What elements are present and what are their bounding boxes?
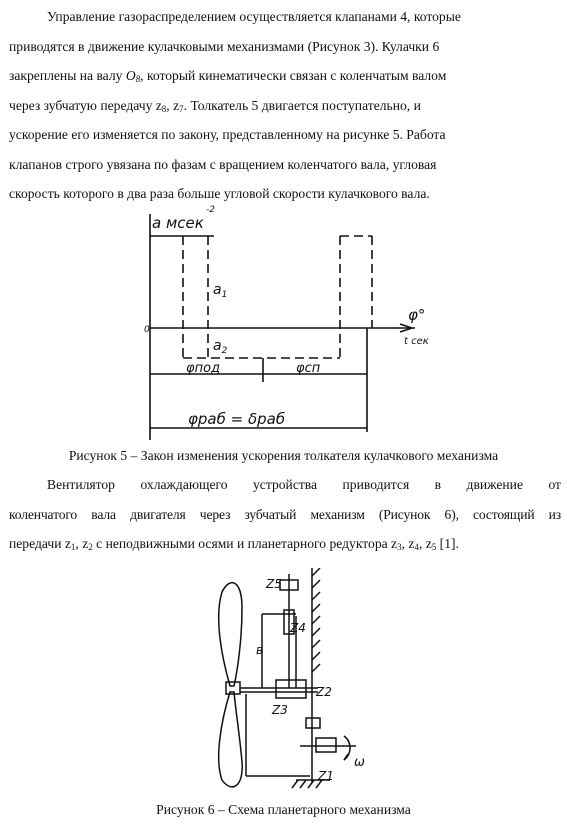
p1-line-3: закреплены на валу $O_8$, который кинематически связан с коленчатым валом xyxy=(9,68,447,84)
a1-label: $a_1$ xyxy=(213,282,228,300)
origin-label: 0 xyxy=(144,325,150,335)
a2-label: $a_2$ xyxy=(213,338,228,356)
label-z1: Z1 xyxy=(318,769,334,783)
p1-line-5: ускорение его изменяется по закону, представленному на рисунке 5. Работа xyxy=(9,127,446,142)
phi-axis-label: φ° xyxy=(408,306,426,324)
fan-blade-bottom xyxy=(219,692,243,787)
paragraph-1 xyxy=(9,2,561,209)
p1-line-6: клапанов строго увязана по фазам с вращением коленчатого вала, угловая xyxy=(9,156,437,172)
gear-z2 xyxy=(306,718,320,728)
p2-line-3: передачи $z_1$, $z_2$ с неподвижными осями и планетарного редуктора $z_3$, $z_4$, $z_5$ [1]. xyxy=(9,536,459,552)
label-omega: ω xyxy=(354,755,365,770)
label-carrier: в xyxy=(256,643,264,657)
figure-6-planetary-scheme xyxy=(0,568,567,793)
phi-pod-label: φпод xyxy=(186,361,221,376)
paragraph-2 xyxy=(9,470,561,559)
p2-line-2: коленчатого вала двигателя через зубчатый механизм (Рисунок 6), состоящий из xyxy=(9,506,561,522)
fan-blade-top xyxy=(219,583,242,686)
p1-line-4: через зубчатую передачу $z_8$, $z_7$. Толкатель 5 двигается поступательно, и xyxy=(9,97,421,114)
figure-6-caption: Рисунок 6 – Схема планетарного механизма xyxy=(156,802,411,817)
gear-z3 xyxy=(276,680,306,698)
gear-z1 xyxy=(316,738,336,752)
y-axis-exponent: -2 xyxy=(206,205,215,215)
p2-line-1: Вентилятор охлаждающего устройства приводится в движение от xyxy=(47,477,561,492)
label-z3: Z3 xyxy=(272,703,288,717)
figure-5-caption: Рисунок 5 – Закон изменения ускорения толкателя кулачкового механизма xyxy=(68,448,499,463)
label-z5: Z5 xyxy=(266,577,282,591)
p1-line-2: приводятся в движение кулачковыми механизмами (Рисунок 3). Кулачки 6 xyxy=(9,38,440,54)
shaft-symbol: $O_8$ xyxy=(125,68,141,84)
phi-sp-label: φсп xyxy=(296,361,321,376)
label-z4: Z4 xyxy=(290,621,306,635)
phi-rab-label: φраб = δраб xyxy=(188,410,286,428)
y-axis-label: a мсек xyxy=(152,214,204,232)
p1-line-7: скорость которого в два раза больше угловой скорости кулачкового вала. xyxy=(9,186,430,201)
figure-5-acceleration-diagram xyxy=(0,200,567,440)
label-z2: Z2 xyxy=(316,685,332,699)
p1-line-1: Управление газораспределением осуществляется клапанами 4, которые xyxy=(47,9,461,24)
time-axis-label: t сек xyxy=(404,336,429,347)
